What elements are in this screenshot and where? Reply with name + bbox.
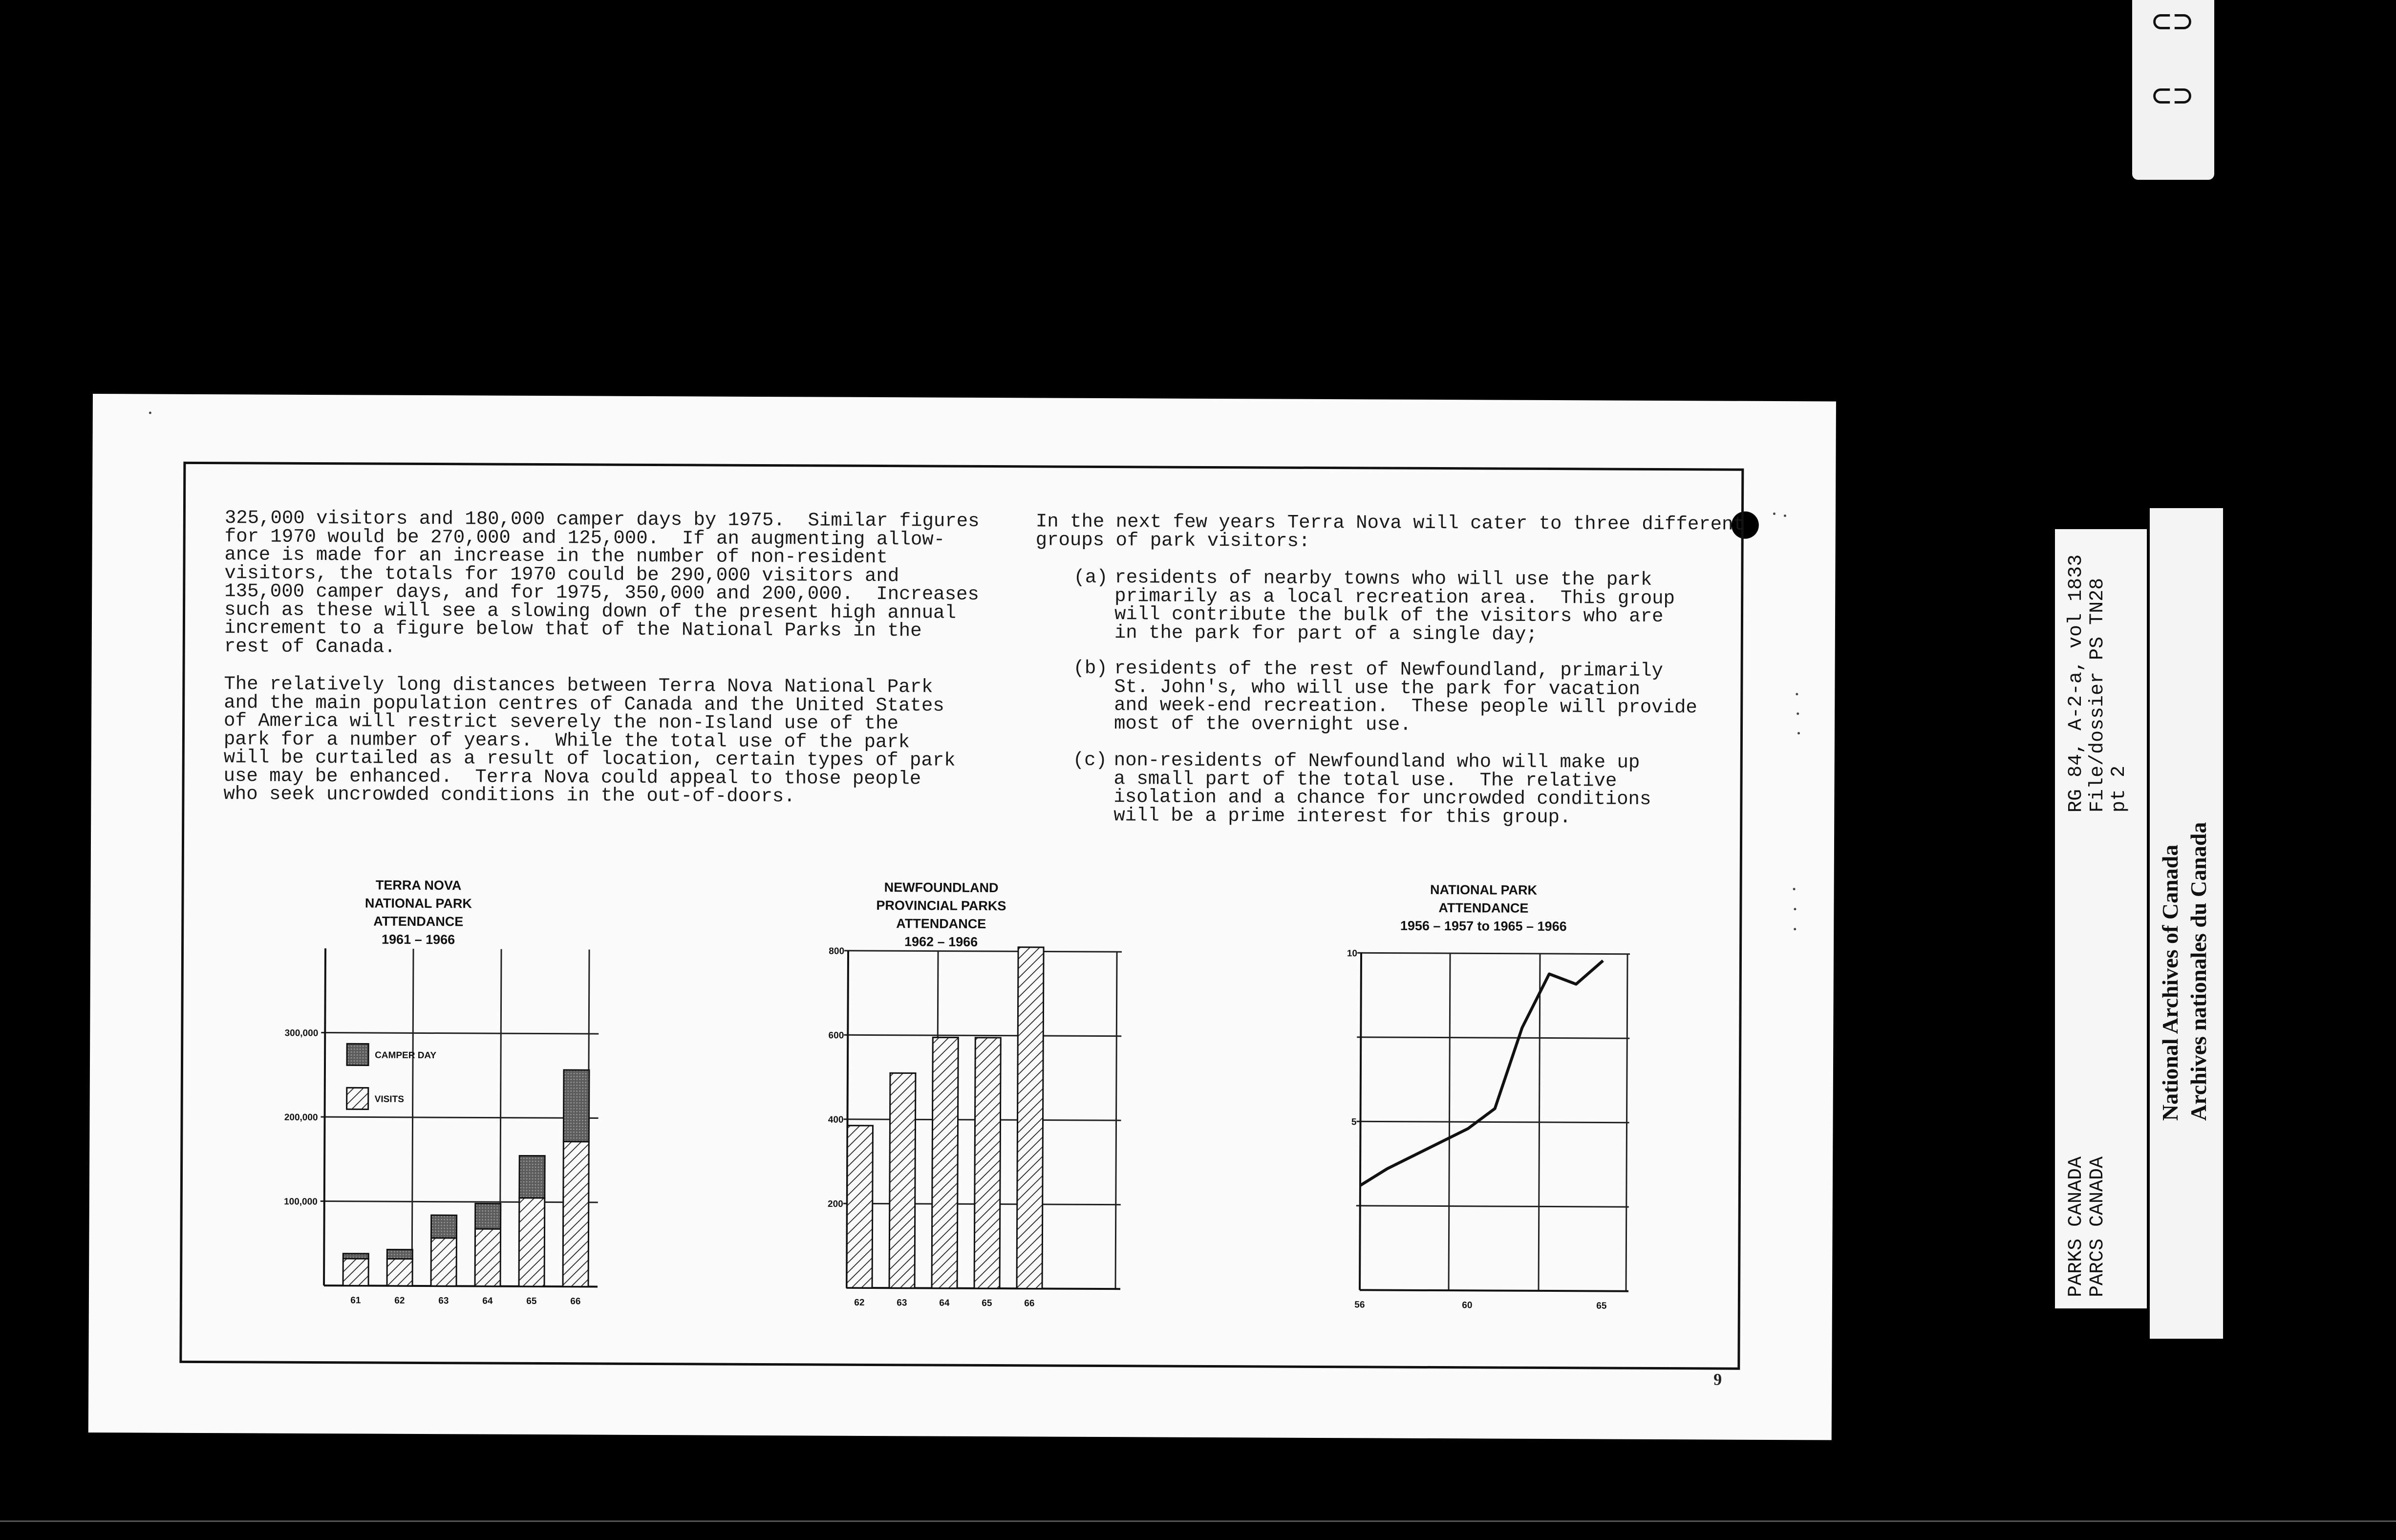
x-tick-label: 61 [350,1295,361,1306]
x-tick-label: 66 [570,1296,581,1307]
x-tick-label: 56 [1354,1300,1365,1310]
archive-ref-line1: RG 84, A-2-a, vol 1833 [2065,554,2087,813]
archives-name-en: National Archives of Canada [2158,844,2182,1121]
x-tick-label: 62 [854,1297,865,1308]
x-tick-label: 63 [438,1296,449,1306]
chart-title-terra-nova: TERRA NOVA NATIONAL PARK ATTENDANCE 1961 – 1966 [364,877,472,947]
y-tick-label: 200 [828,1199,843,1210]
agency-line1: PARKS CANADA [2065,1156,2087,1297]
y-axis [1360,953,1361,1290]
x-tick-label: 65 [526,1296,537,1306]
archive-ref-line2: File/dossier PS TN28 [2087,578,2109,813]
x-tick-label: 65 [1596,1301,1607,1311]
x-tick-label: 65 [982,1298,992,1309]
scan-speck [1797,732,1800,734]
chart-title-national-park: NATIONAL PARK ATTENDANCE 1956 – 1957 to 1965 – 1966 [1400,882,1567,934]
x-tick-label: 62 [394,1295,405,1306]
scan-speck [1784,514,1786,517]
y-tick-label: 200,000 [284,1112,318,1123]
scan-speck [1793,888,1796,890]
grid-line [1357,1037,1629,1038]
chart-national-park-attendance [182,464,1741,1368]
grid-line [1356,1206,1629,1207]
left-paragraph-2: The relatively long distances between Terra Nova National Park and the main population centres of Canada and the United States of America will restrict severely the non-Island use of the park for a number of years. While the total use of the park will be curtailed as a result of location, certain types of park use may be enhanced. Terra Nova could appeal to those people who seek uncrowded conditions in the out-of-doors. [223,673,956,808]
reference-label [2055,529,2147,1308]
scan-speck [1794,928,1796,930]
national-archives-label [2150,508,2223,1339]
grid-line [1357,1121,1629,1122]
archives-name-fr: Archives nationales du Canada [2186,822,2211,1121]
right-intro: In the next few years Terra Nova will cater to three different groups of park visitors: [1035,511,1745,552]
chart-title-provincial-parks: NEWFOUNDLAND PROVINCIAL PARKS ATTENDANCE 1962 – 1966 [876,880,1006,949]
y-tick-label: 800 [829,946,845,957]
visitor-group-label: (b) [1073,657,1108,680]
page-number: 9 [1713,1370,1722,1389]
x-axis [1360,1290,1628,1291]
visitor-group-label: (a) [1073,566,1108,589]
agency-line2: PARCS CANADA [2087,1156,2109,1297]
y-tick-label: 100,000 [284,1197,318,1207]
x-tick-label: 66 [1024,1298,1035,1309]
visitor-group-label: (c) [1072,749,1108,771]
scan-speck [1794,908,1796,910]
scan-speck [1796,693,1798,695]
scan-speck [1797,712,1799,715]
y-tick-label: 10 [1347,948,1358,959]
scan-speck [149,412,151,414]
visitor-group-text: residents of nearby towns who will use the park primarily as a local recreation area. This group will contribute the bulk of the visitors who are in the park for part of a single day; [1114,567,1675,645]
document-page [88,394,1836,1440]
visitor-group-text: residents of the rest of Newfoundland, primarily St. John's, who will use the park for vacation and week-end recreation. These people will provide most of the overnight use. [1113,658,1697,736]
scanner-floor-line [0,1520,2396,1522]
archive-tab [2132,0,2214,180]
legend-label-visits: VISITS [374,1094,404,1105]
y-tick-label: 400 [828,1114,844,1125]
scan-speck [1773,513,1776,515]
archive-ref-line3: pt 2 [2108,765,2130,813]
x-tick-label: 60 [1462,1300,1473,1311]
x-tick-label: 64 [482,1296,493,1306]
tab-code-top: ⊂⊃ [2152,2,2195,40]
y-tick-label: 300,000 [284,1028,319,1039]
x-tick-label: 64 [939,1298,950,1308]
left-paragraph-1: 325,000 visitors and 180,000 camper days by 1975. Similar figures for 1970 would be 270,000 and 125,000. If an augmenting allow- ance is made for an increase in the number of non-resident visitors, the totals for 1970 could be 290,000 visitors and 135,000 camper days, and for 1975, 350,000 and 200,000. Increases such as these will see a slowing down of the present high annual increment to a figure below that of the National Parks in the rest of Canada. [224,507,980,658]
grid-line [1357,953,1630,954]
visitor-group-text: non-residents of Newfoundland who will make up a small part of the total use. The relative isolation and a chance for uncrowded conditions will be a prime interest for this group. [1113,749,1651,828]
legend-label-camper-day: CAMPER DAY [375,1050,437,1061]
attendance-line [1360,960,1603,1186]
y-tick-label: 5 [1351,1117,1357,1128]
y-tick-label: 600 [828,1030,844,1041]
page-border [179,462,1744,1370]
x-tick-label: 63 [897,1298,907,1308]
tab-code-bottom: ⊂⊃ [2152,76,2195,114]
